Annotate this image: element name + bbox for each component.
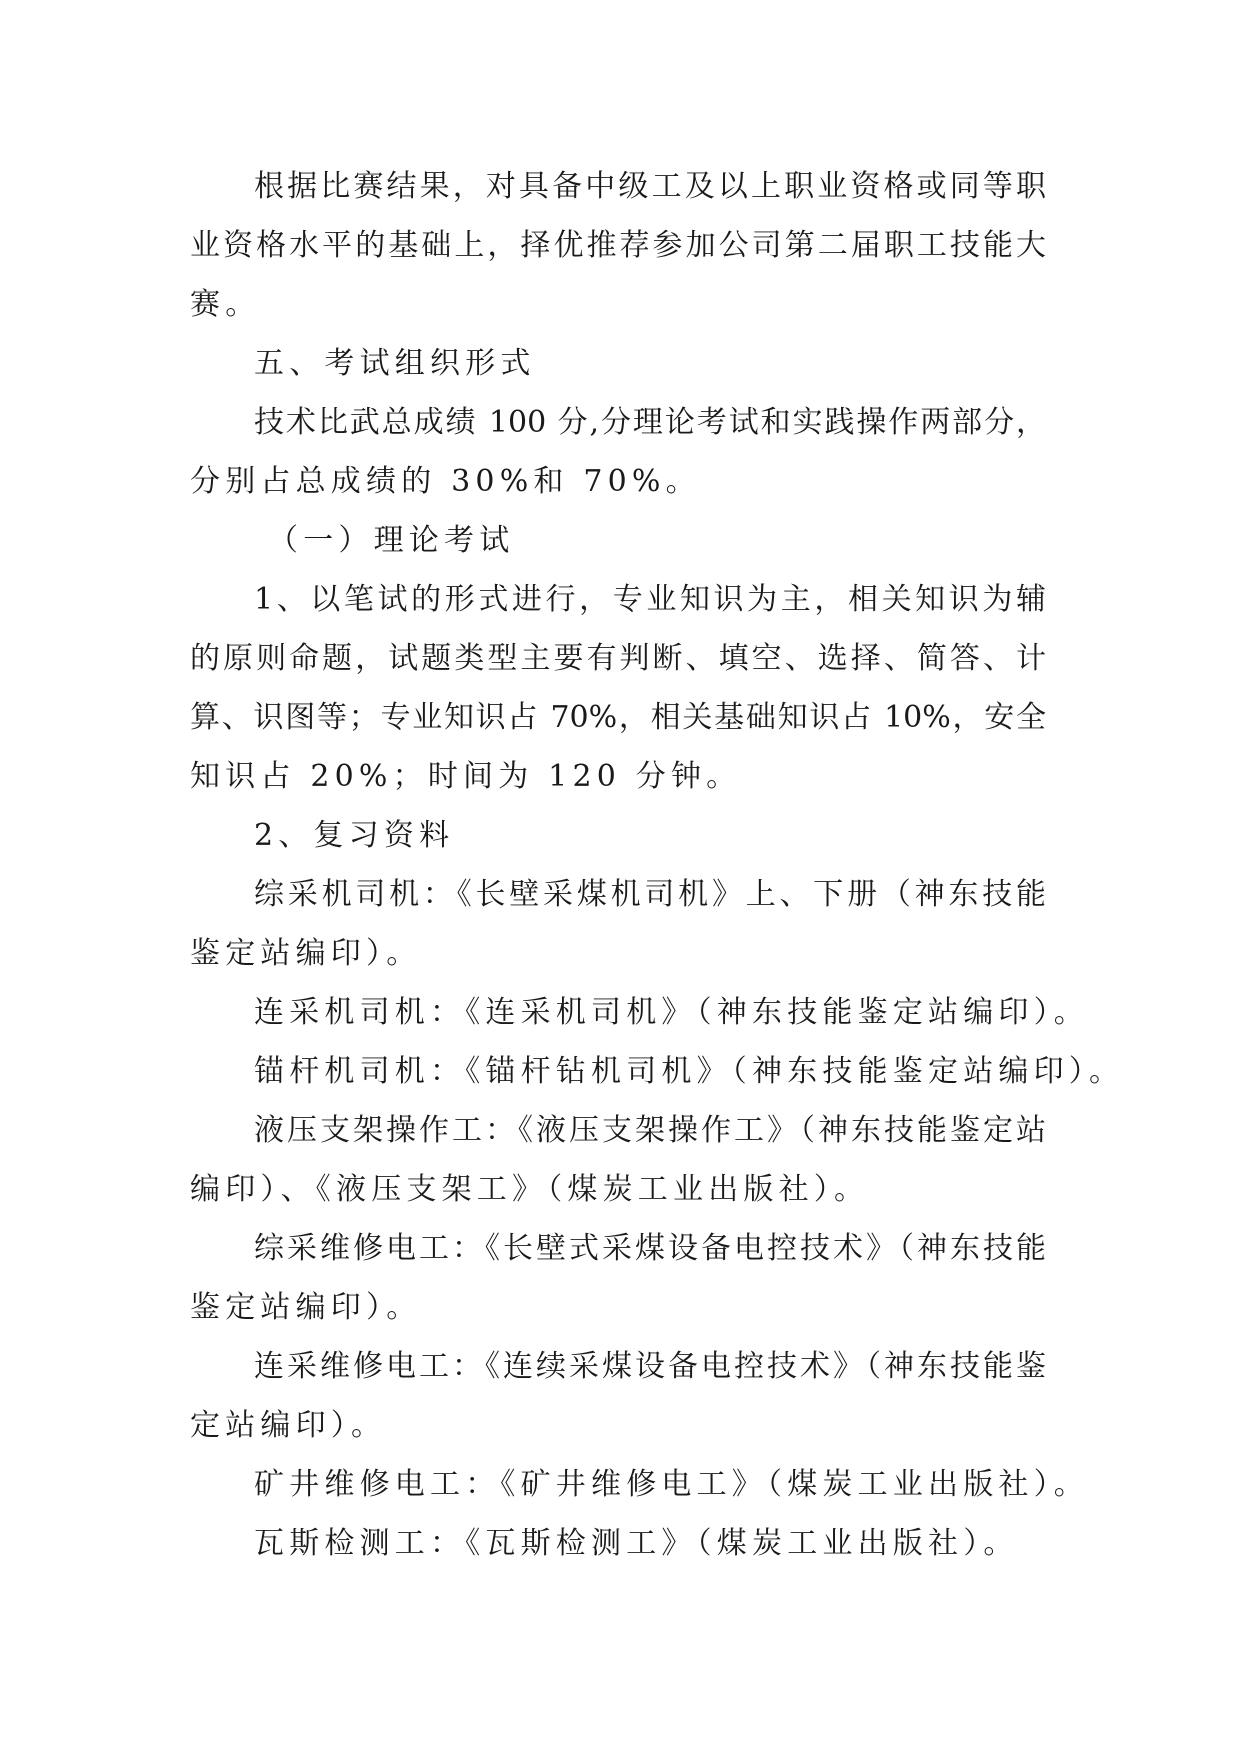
section-heading: 五、考试组织形式 xyxy=(254,346,536,381)
paragraph-line: 业资格水平的基础上，择优推荐参加公司第二届职工技能大 xyxy=(190,228,1046,263)
paragraph-line: 鉴定站编印）。 xyxy=(190,1290,422,1325)
paragraph-line: 知识占 20%；时间为 120 分钟。 xyxy=(190,759,742,794)
paragraph-line: 分别占总成绩的 30%和 70%。 xyxy=(190,464,701,499)
paragraph-line: 综采维修电工：《长壁式采煤设备电控技术》（神东技能 xyxy=(254,1231,1046,1266)
paragraph-line: 鉴定站编印）。 xyxy=(190,936,422,971)
subsection-heading: （一）理论考试 xyxy=(268,523,515,558)
paragraph-line: 连采机司机：《连采机司机》（神东技能鉴定站编印）。 xyxy=(254,995,1089,1030)
paragraph-line: 液压支架操作工：《液压支架操作工》（神东技能鉴定站 xyxy=(254,1113,1046,1148)
paragraph-line: 技术比武总成绩 100 分,分理论考试和实践操作两部分， xyxy=(254,405,1046,440)
paragraph-line: 瓦斯检测工：《瓦斯检测工》（煤炭工业出版社）。 xyxy=(254,1526,1019,1561)
paragraph-line: 赛。 xyxy=(190,287,261,322)
paragraph-line: 编印）、《液压支架工》（煤炭工业出版社）。 xyxy=(190,1172,870,1207)
paragraph-line: 连采维修电工：《连续采煤设备电控技术》（神东技能鉴 xyxy=(254,1349,1046,1384)
paragraph-line: 算、识图等；专业知识占 70%，相关基础知识占 10%，安全 xyxy=(190,700,1046,735)
paragraph-line: 锚杆机司机：《锚杆钻机司机》（神东技能鉴定站编印）。 xyxy=(254,1054,1125,1089)
paragraph-line: 的原则命题，试题类型主要有判断、填空、选择、简答、计 xyxy=(190,641,1046,676)
paragraph-line: 1、以笔试的形式进行，专业知识为主，相关知识为辅 xyxy=(254,582,1046,617)
paragraph-line: 根据比赛结果，对具备中级工及以上职业资格或同等职 xyxy=(254,169,1046,204)
item-heading: 2、复习资料 xyxy=(254,818,455,853)
paragraph-line: 矿井维修电工：《矿井维修电工》（煤炭工业出版社）。 xyxy=(254,1467,1089,1502)
paragraph-line: 定站编印）。 xyxy=(190,1408,387,1443)
paragraph-line: 综采机司机：《长壁采煤机司机》上、下册（神东技能 xyxy=(254,877,1046,912)
